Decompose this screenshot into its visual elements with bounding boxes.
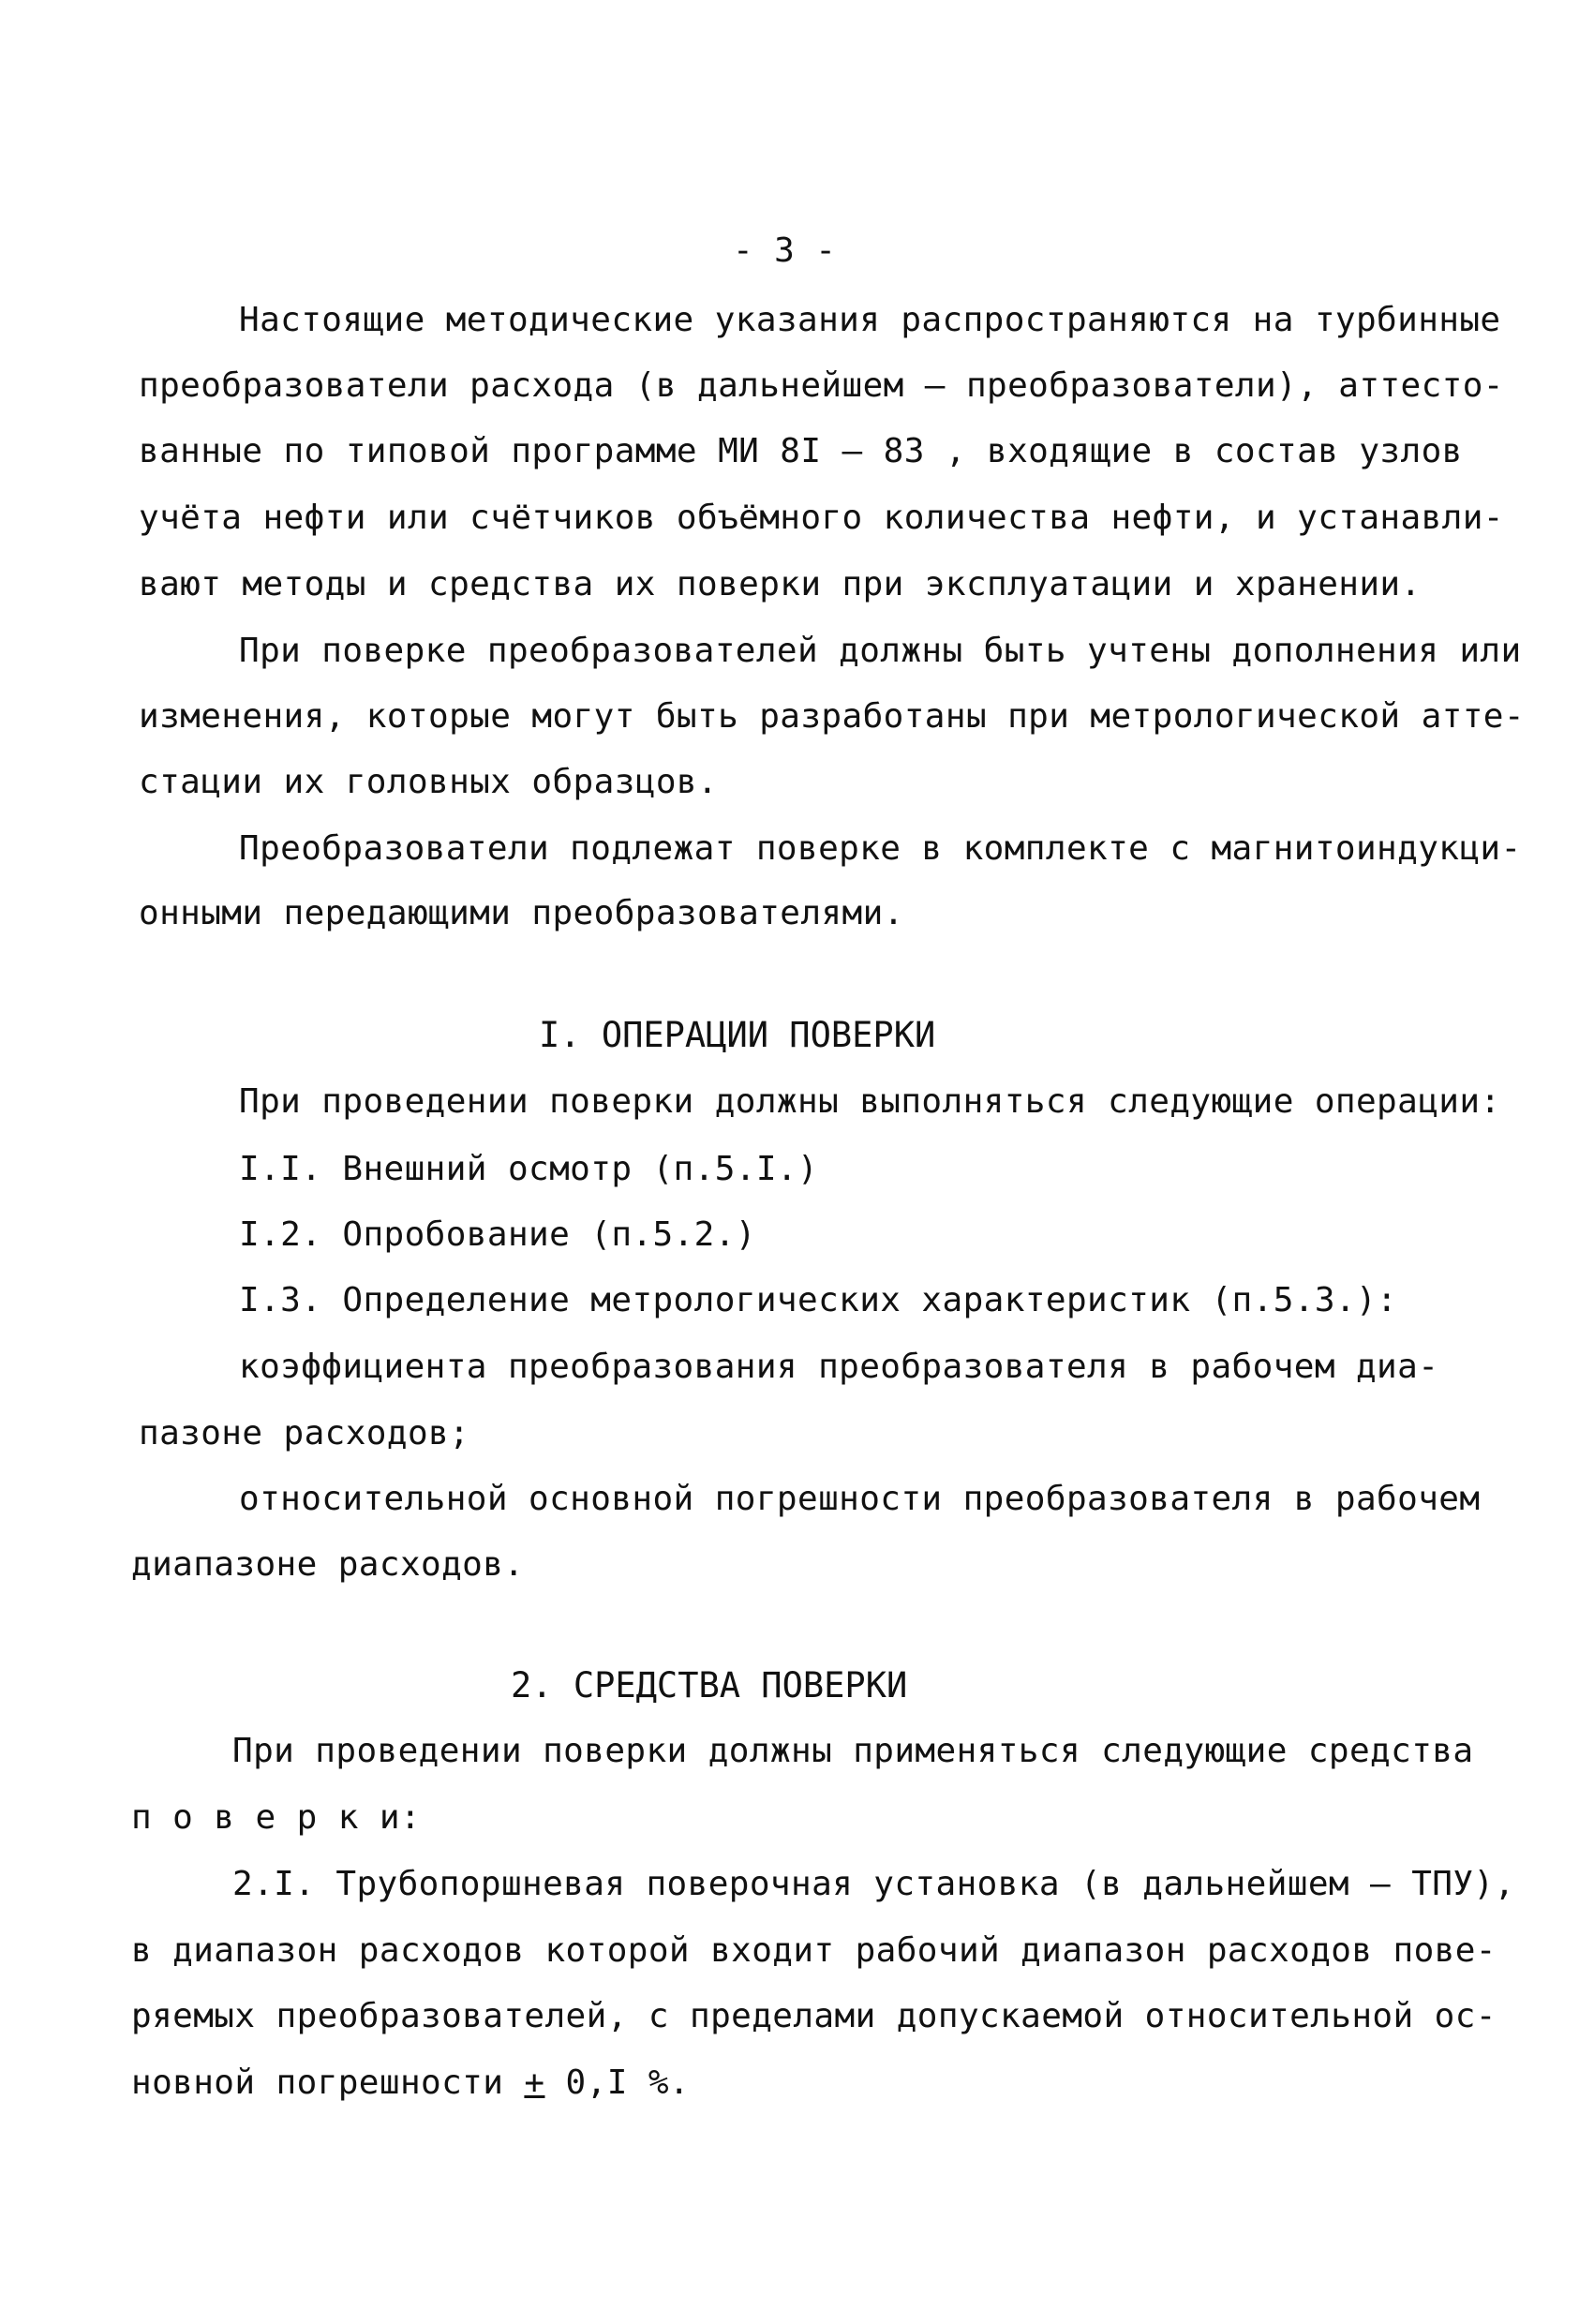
- intro-p3-line-2: онными передающими преобразователями.: [139, 894, 904, 932]
- intro-p2-line-1: При поверке преобразователей должны быть учтены дополнения или: [239, 632, 1522, 670]
- section-2-intro-line-1: При проведении поверки должны применяться следующие средства: [232, 1732, 1474, 1770]
- section-2-item-1-line-4-value: 0,I %.: [544, 2063, 691, 2102]
- section-1-item-1: I.I. Внешний осмотр (п.5.I.): [239, 1150, 819, 1188]
- section-1-item-3: I.3. Определение метрологических характеристик (п.5.3.):: [239, 1281, 1398, 1319]
- section-2-item-1-line-2: в диапазон расходов которой входит рабочий диапазон расходов пове-: [131, 1931, 1497, 1970]
- section-1-sub-1-line-1: коэффициента преобразования преобразователя в рабочем диа-: [239, 1348, 1439, 1386]
- section-2-title: 2. СРЕДСТВА ПОВЕРКИ: [511, 1665, 908, 1706]
- section-1-title: I. ОПЕРАЦИИ ПОВЕРКИ: [539, 1015, 936, 1055]
- intro-p1-line-4: учёта нефти или счётчиков объёмного количества нефти, и устанавли-: [139, 499, 1504, 537]
- section-1-sub-1-line-2: пазоне расходов;: [139, 1414, 470, 1452]
- section-1-sub-2-line-2: диапазоне расходов.: [131, 1545, 525, 1584]
- section-1-sub-2-line-1: относительной основной погрешности преобразователя в рабочем: [239, 1480, 1481, 1518]
- intro-p2-line-2: изменения, которые могут быть разработаны при метрологической атте-: [139, 697, 1525, 736]
- section-2-item-1-line-3: ряемых преобразователей, с пределами допускаемой относительной ос-: [131, 1997, 1497, 2035]
- section-2-item-1-line-1: 2.I. Трубопоршневая поверочная установка (в дальнейшем – ТПУ),: [232, 1865, 1515, 1903]
- intro-p3-line-1: Преобразователи подлежат поверке в комплекте с магнитоиндукци-: [239, 829, 1522, 868]
- intro-p1-line-5: вают методы и средства их поверки при эксплуатации и хранении.: [139, 565, 1422, 603]
- section-1-intro: При проведении поверки должны выполняться следующие операции:: [239, 1082, 1501, 1121]
- section-2-intro-line-2: п о в е р к и:: [131, 1798, 422, 1837]
- intro-p1-line-1: Настоящие методические указания распространяются на турбинные: [239, 301, 1501, 339]
- intro-p1-line-2: преобразователи расхода (в дальнейшем – преобразователи), аттесто-: [139, 366, 1504, 405]
- page-number: - 3 -: [733, 231, 837, 270]
- plus-minus-sign: +: [524, 2063, 545, 2102]
- section-2-item-1-line-4: [131, 2063, 690, 2104]
- intro-p1-line-3: ванные по типовой программе МИ 8I – 83 , входящие в состав узлов: [139, 432, 1463, 470]
- section-1-item-2: I.2. Опробование (п.5.2.): [239, 1215, 756, 1254]
- intro-p2-line-3: стации их головных образцов.: [139, 763, 719, 801]
- section-2-item-1-line-4-text: новной погрешности: [131, 2063, 525, 2102]
